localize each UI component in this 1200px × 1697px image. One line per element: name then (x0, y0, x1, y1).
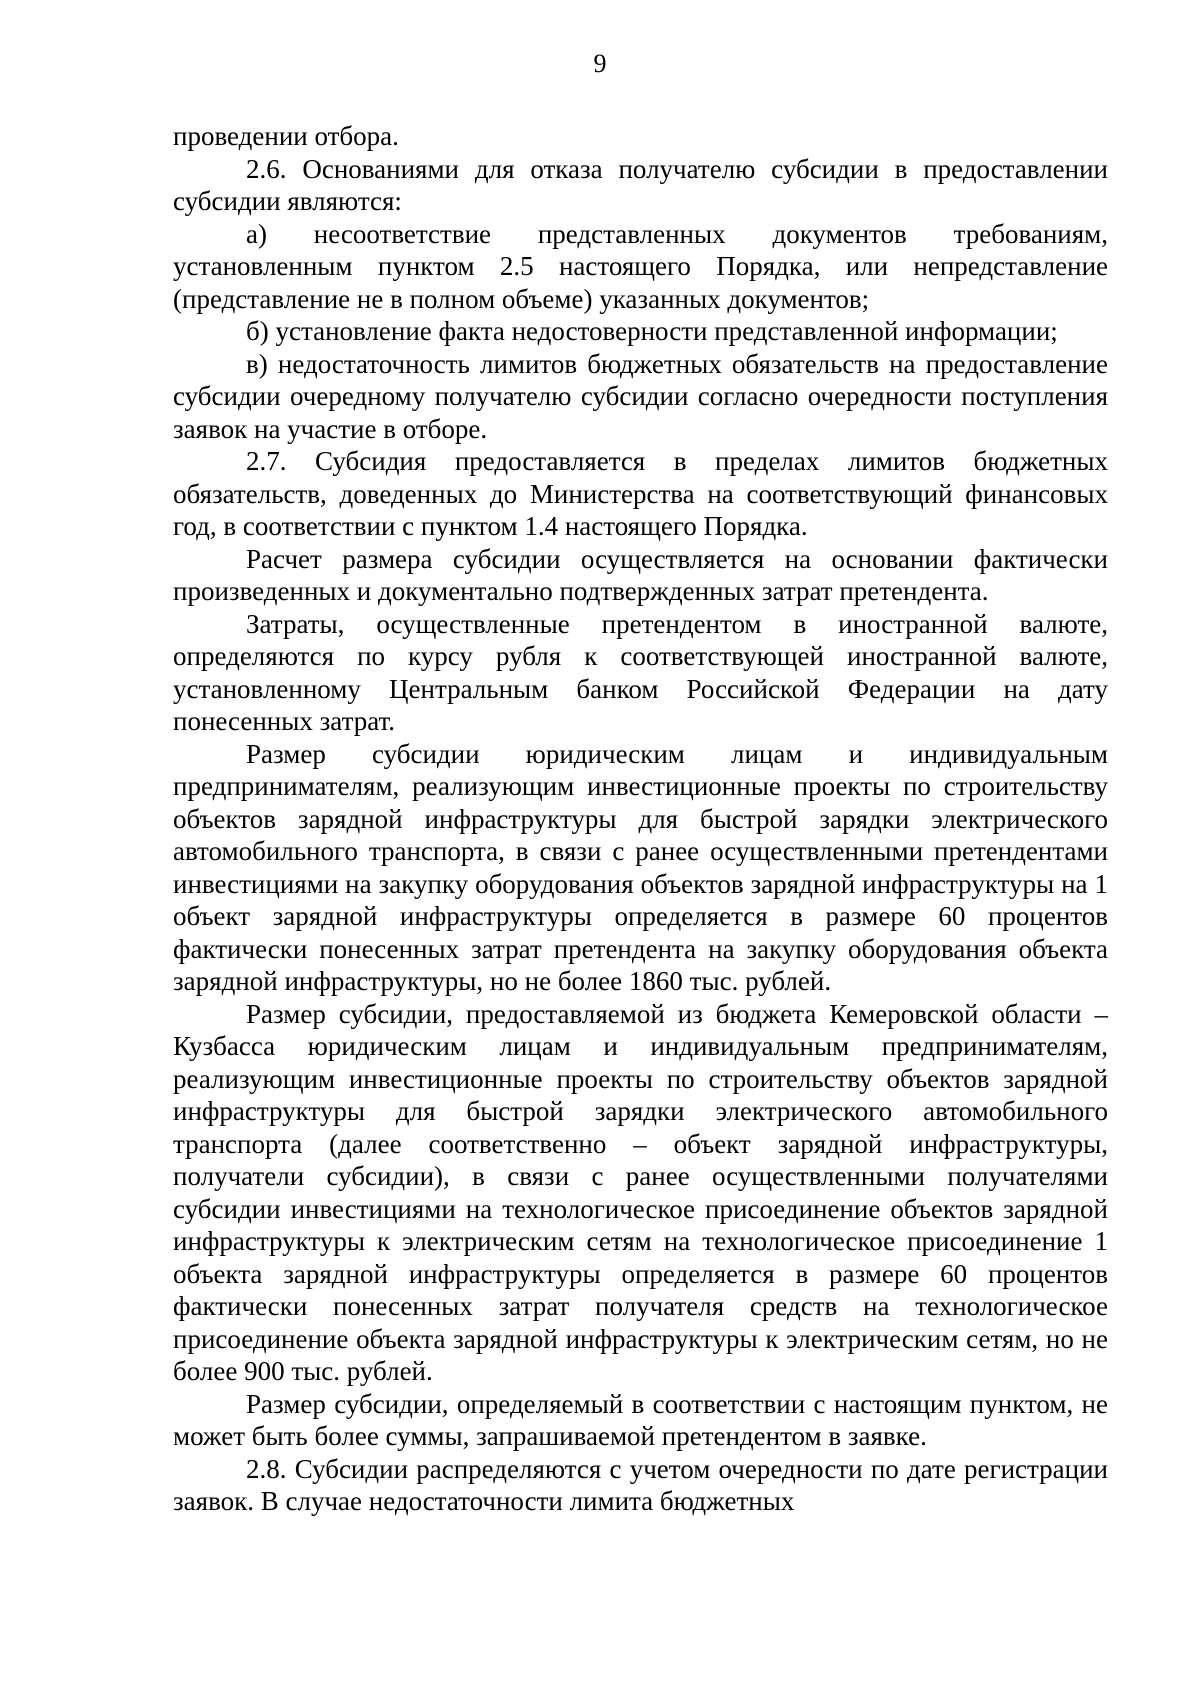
paragraph-foreign-currency: Затраты, осуществленные претендентом в иностранной валюте, определяются по курсу рубля к соответствующей иностранной валюте, установленному Центральным банком Российской Федерации на дату понесенных затрат. (173, 608, 1108, 736)
paragraph-2-8: 2.8. Субсидии распределяются с учетом очередности по дате регистрации заявок. В случае недостаточности лимита бюджетных (173, 1453, 1108, 1516)
paragraph-equipment-subsidy: Размер субсидии юридическим лицам и индивидуальным предпринимателям, реализующим инвестиционные проекты по строительству объектов зарядной инфраструктуры для быстрой зарядки электрического автомобильного транспорта, в связи с ранее осуществленными претендентами инвестициями на закупку оборудования объектов зарядной инфраструктуры на 1 объект зарядной инфраструктуры определяется в размере 60 процентов фактически понесенных затрат претендента на закупку оборудования объекта зарядной инфраструктуры, но не более 1860 тыс. рублей. (173, 738, 1108, 996)
paragraph-continuation: проведении отбора. (173, 121, 399, 151)
paragraph-connection-subsidy: Размер субсидии, предоставляемой из бюджета Кемеровской области – Кузбасса юридическим лицам и индивидуальным предпринимателям, реализующим инвестиционные проекты по строительству объектов зарядной инфраструктуры для быстрой зарядки электрического автомобильного транспорта (далее соответственно – объект зарядной инфраструктуры, получатели субсидии), в связи с ранее осуществленными получателями субсидии инвестициями на технологическое присоединение объектов зарядной инфраструктуры к электрическим сетям на технологическое присоединение 1 объекта зарядной инфраструктуры определяется в размере 60 процентов фактически понесенных затрат получателя средств на технологическое присоединение объекта зарядной инфраструктуры к электрическим сетям, но не более 900 тыс. рублей. (173, 998, 1108, 1386)
page-number: 9 (593, 49, 607, 78)
paragraph-2-6-v: в) недостаточность лимитов бюджетных обязательств на предоставление субсидии очередному получателю субсидии согласно очередности поступления заявок на участие в отборе. (173, 348, 1108, 444)
document-body (173, 120, 1108, 1518)
paragraph-2-6: 2.6. Основаниями для отказа получателю субсидии в предоставлении субсидии являются: (173, 153, 1108, 216)
paragraph-2-6-a: а) несоответствие представленных документов требованиям, установленным пунктом 2.5 настоящего Порядка, или непредставление (представление не в полном объеме) указанных документов; (173, 218, 1108, 314)
paragraph-subsidy-calculation: Расчет размера субсидии осуществляется на основании фактически произведенных и документально подтвержденных затрат претендента. (173, 543, 1108, 606)
paragraph-2-7: 2.7. Субсидия предоставляется в пределах лимитов бюджетных обязательств, доведенных до Министерства на соответствующий финансовых год, в соответствии с пунктом 1.4 настоящего Порядка. (173, 446, 1108, 541)
paragraph-subsidy-limit: Размер субсидии, определяемый в соответствии с настоящим пунктом, не может быть более суммы, запрашиваемой претендентом в заявке. (173, 1388, 1108, 1451)
paragraph-2-6-b: б) установление факта недостоверности представленной информации; (246, 316, 1058, 346)
